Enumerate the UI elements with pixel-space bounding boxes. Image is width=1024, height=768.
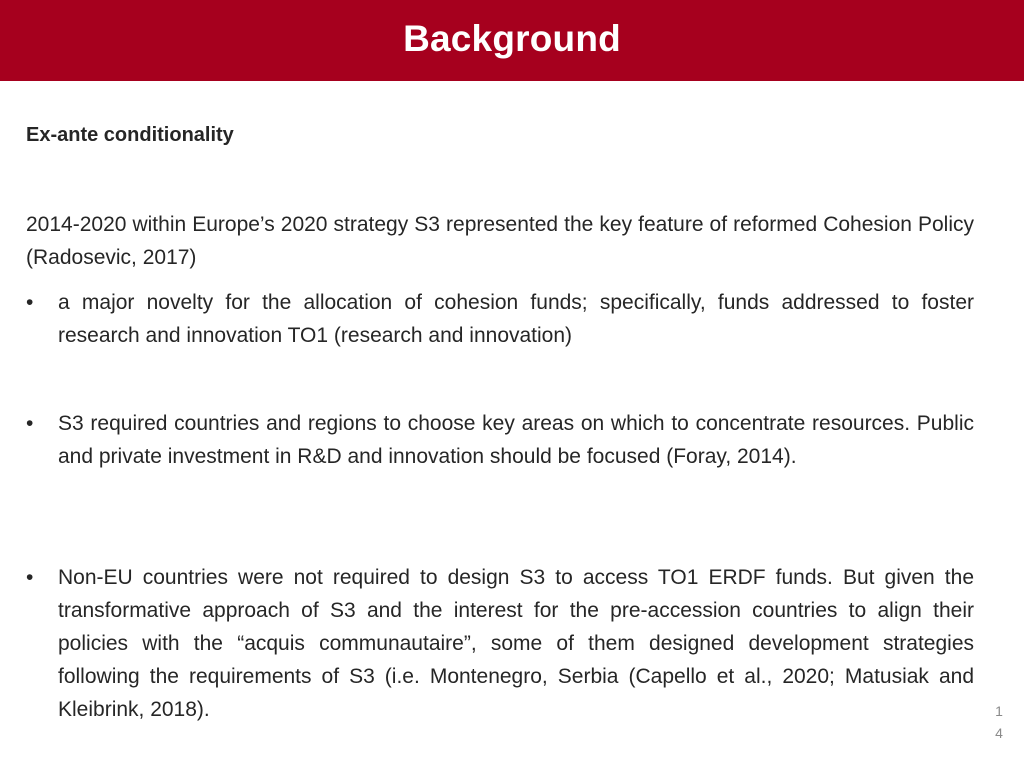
slide-number [988,700,1010,744]
slide-number-digit: 1 [995,703,1003,719]
bullet-item [26,561,974,726]
intro-paragraph: 2014-2020 within Europe’s 2020 strategy S3 represented the key feature of reformed Cohesion Policy (Radosevic, 2017) [26,213,974,269]
bullet-text: S3 required countries and regions to choose key areas on which to concentrate resources. Public and private investment in R&D and innovation should be focused (Foray, 2014). [58,412,974,468]
title-bar [0,0,1024,81]
section-subtitle: Ex-ante conditionality [26,124,234,146]
bullet-text: a major novelty for the allocation of cohesion funds; specifically, funds addressed to foster research and innovation TO1 (research and innovation) [58,291,974,347]
bullet-marker: • [26,566,34,589]
bullet-item [26,407,974,473]
bullet-item [26,286,974,352]
bullet-marker: • [26,291,34,314]
bullet-marker: • [26,412,34,435]
slide-title: Background [403,18,621,59]
bullet-text: Non-EU countries were not required to design S3 to access TO1 ERDF funds. But given the transformative approach of S3 and the interest for the pre-accession countries to align their policies with the “acquis communautaire”, some of them designed development strategies following the requirements of S3 (i.e. Montenegro, Serbia (Capello et al., 2020; Matusiak and Kleibrink, 2018). [58,566,974,721]
slide-number-digit: 4 [995,725,1003,741]
